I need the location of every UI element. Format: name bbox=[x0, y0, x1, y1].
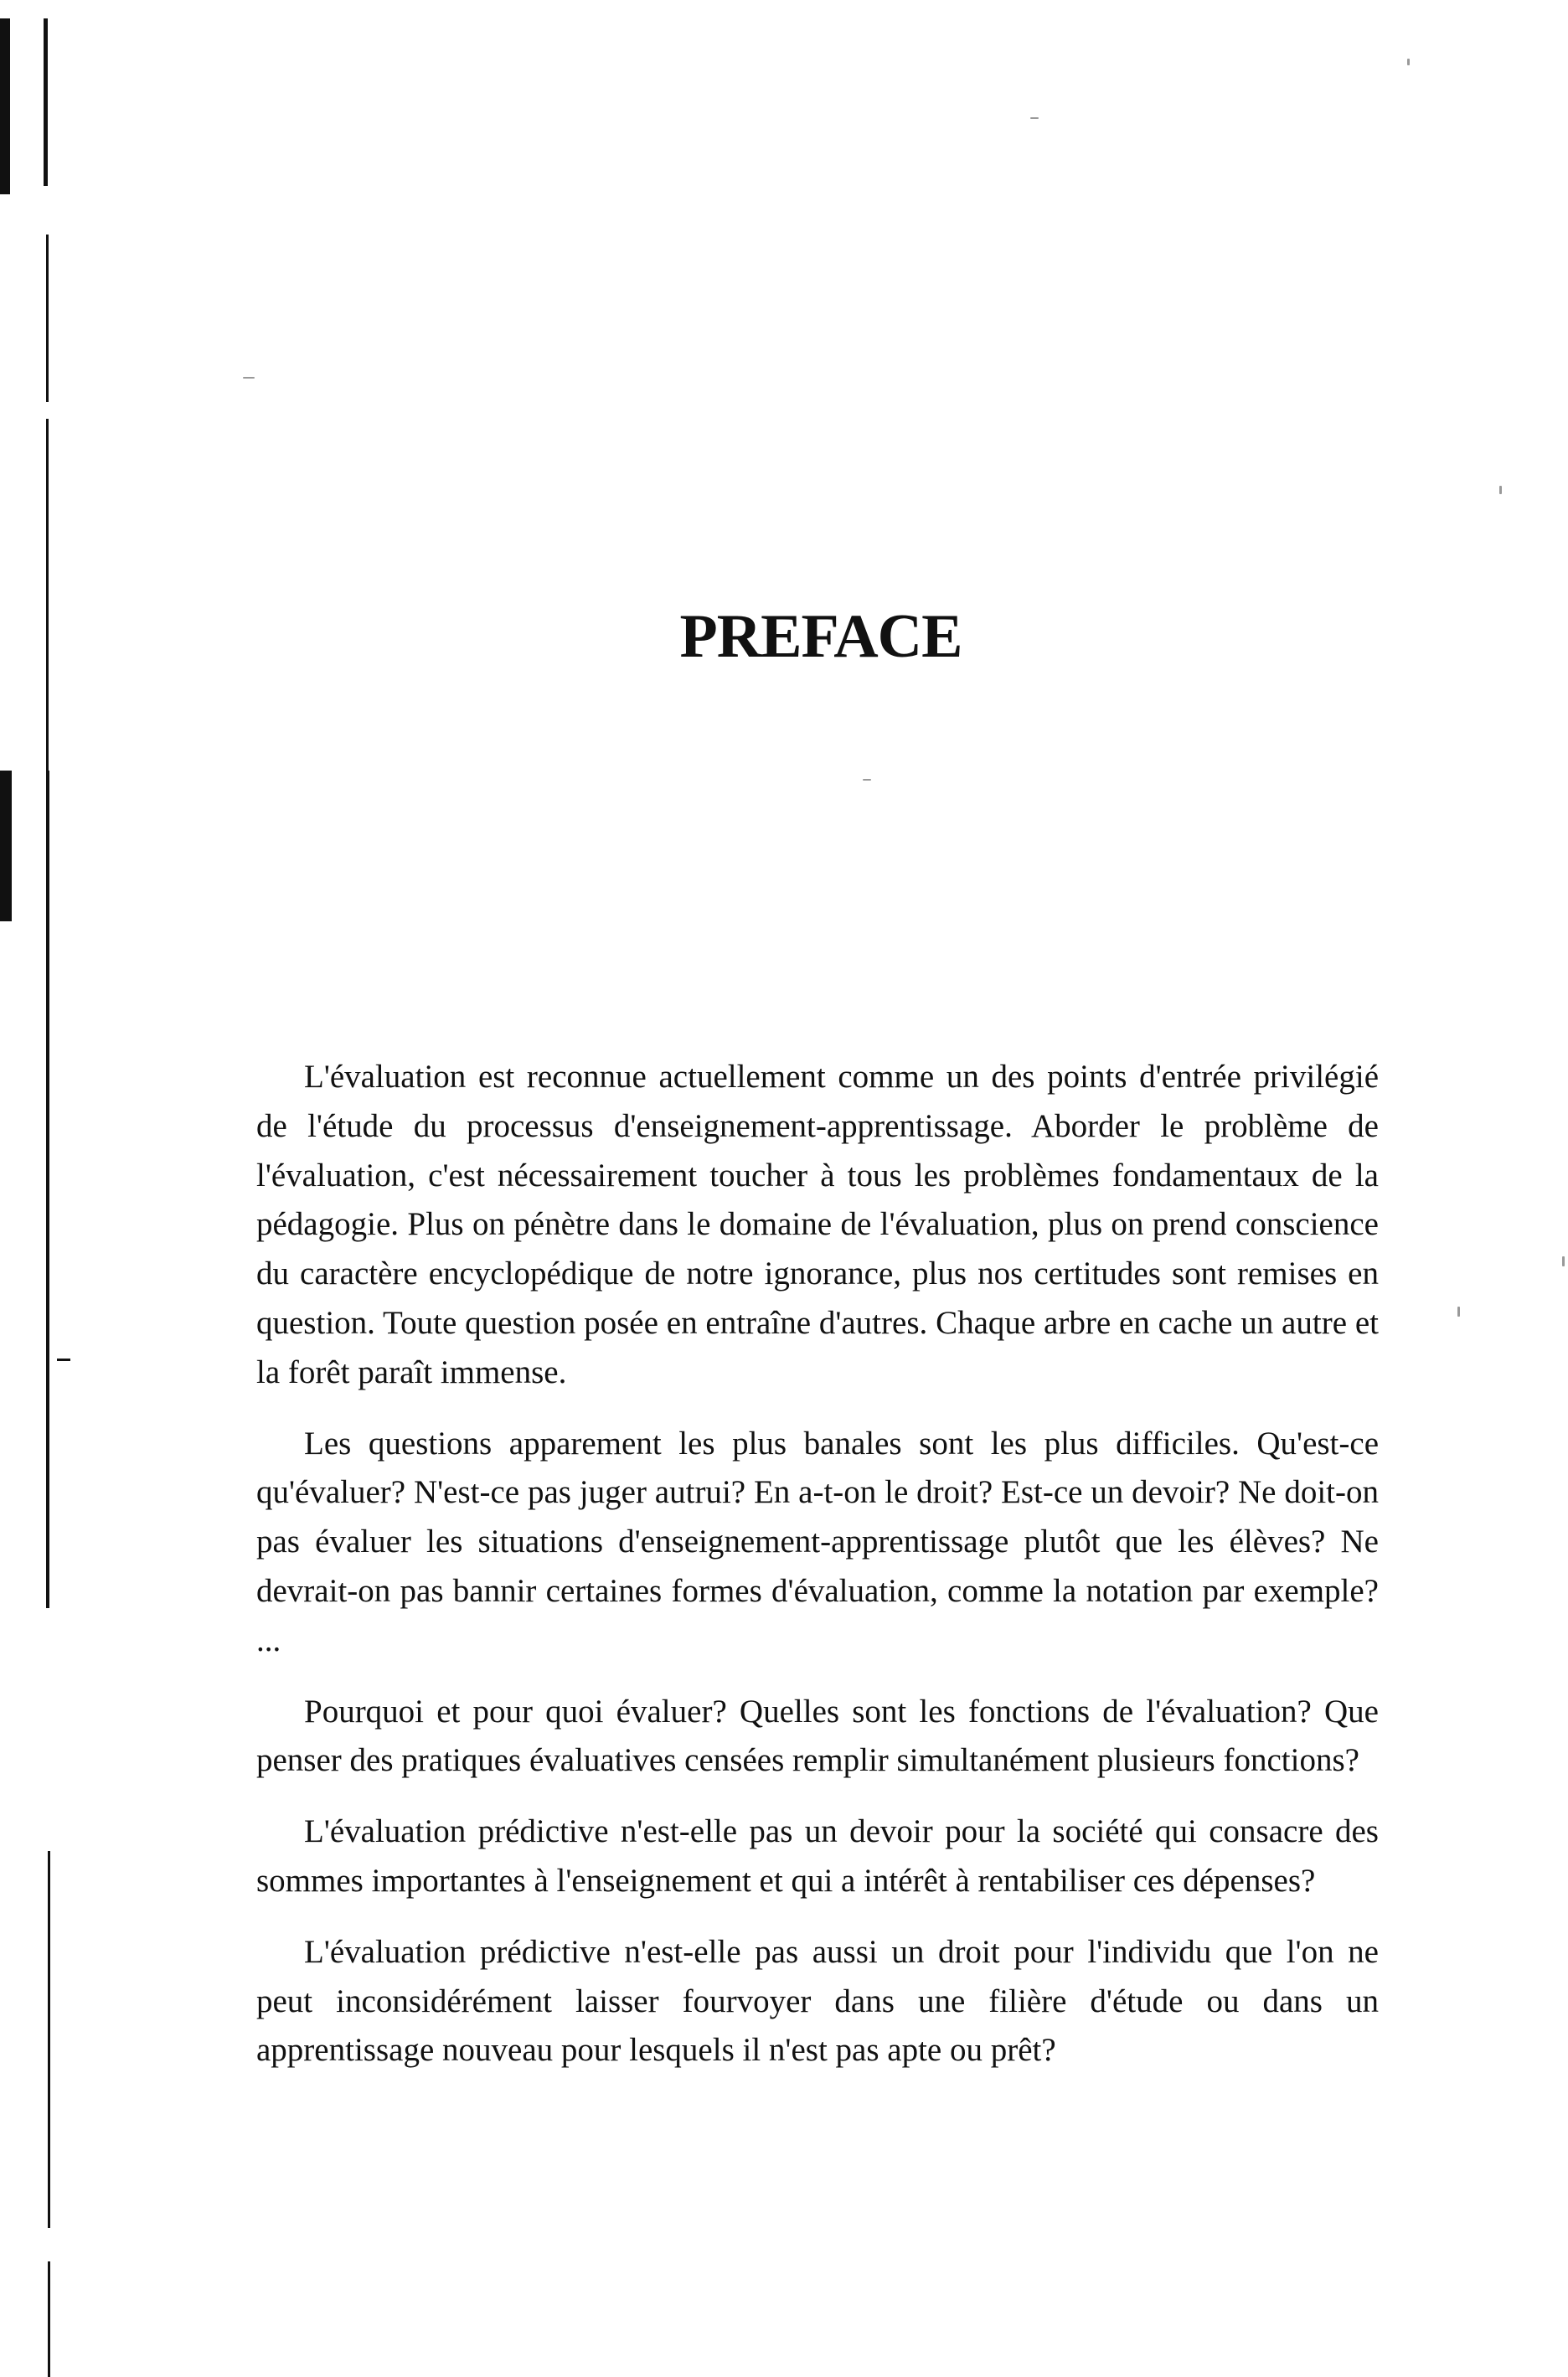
scan-edge-mark bbox=[46, 419, 49, 771]
scan-speck bbox=[1457, 1307, 1460, 1317]
paragraph: L'évaluation est reconnue actuellement comme un des points d'entrée privilégié de l'étude du processus d'enseignement-apprentissage. Aborder le problème de l'évaluation, c'est nécessairement toucher à tous les problèmes fondamentaux de la pédagogie. Plus on pénètre dans le domaine de l'évaluation, plus on prend conscience du caractère encyclopédique de notre ignorance, plus nos certitudes sont remises en question. Toute question posée en entraîne d'autres. Chaque arbre en cache un autre et la forêt paraît immense. bbox=[256, 1059, 1379, 1390]
scan-edge-mark bbox=[46, 235, 49, 402]
scan-speck bbox=[1407, 59, 1410, 65]
scan-speck bbox=[1562, 1256, 1565, 1266]
paragraph: L'évaluation prédictive n'est-elle pas un devoir pour la société qui consacre des sommes importantes à l'enseignement et qui a intérêt à rentabiliser ces dépenses? bbox=[256, 1813, 1379, 1899]
scan-edge-mark bbox=[0, 771, 12, 921]
paragraph: Les questions apparement les plus banales sont les plus difficiles. Qu'est-ce qu'évaluer? N'est-ce pas juger autrui? En a-t-on le droit? Est-ce un devoir? Ne doit-on pas évaluer les situations d'enseignement-apprentissage plutôt que les élèves? Ne devrait-on pas bannir certaines formes d'évaluation, comme la notation par exemple? ... bbox=[256, 1425, 1379, 1658]
scan-edge-mark bbox=[48, 2261, 50, 2377]
page-title: PREFACE bbox=[679, 602, 962, 671]
scan-edge-mark bbox=[57, 1359, 70, 1361]
scan-speck bbox=[1499, 486, 1502, 494]
scan-speck bbox=[243, 377, 255, 379]
paragraph: Pourquoi et pour quoi évaluer? Quelles sont les fonctions de l'évaluation? Que penser des pratiques évaluatives censées remplir simultanément plusieurs fonctions? bbox=[256, 1693, 1379, 1779]
scan-edge-mark bbox=[46, 771, 49, 1608]
scan-edge-mark bbox=[0, 18, 10, 194]
scan-speck bbox=[1030, 117, 1039, 119]
paragraph: L'évaluation prédictive n'est-elle pas aussi un droit pour l'individu que l'on ne peut inconsidérément laisser fourvoyer dans une filière d'étude ou dans un apprentissage nouveau pour lesquels il n'est pas apte ou prêt? bbox=[256, 1933, 1379, 2069]
scan-speck bbox=[863, 779, 871, 781]
body-text bbox=[256, 1053, 1379, 2097]
scan-edge-mark bbox=[44, 18, 48, 186]
scan-edge-mark bbox=[48, 1851, 50, 2228]
